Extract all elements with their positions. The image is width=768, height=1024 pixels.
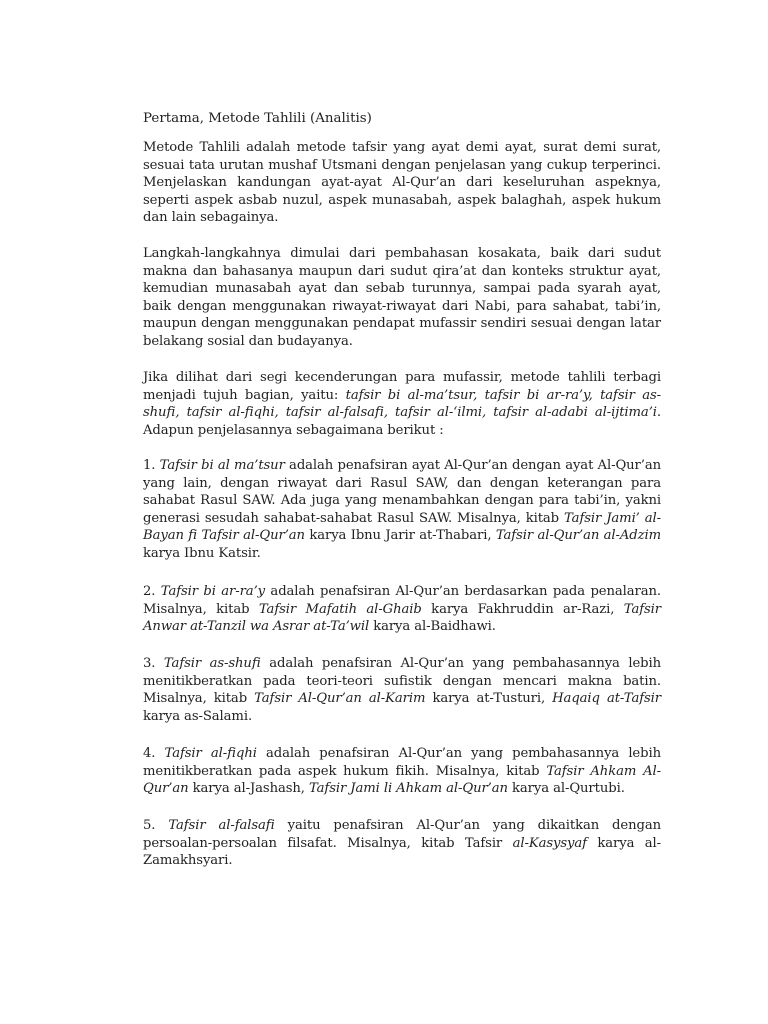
section-heading: Pertama, Metode Tahlili (Analitis) <box>143 111 372 126</box>
item-text: yaitu penafsiran Al-Qur’an yang dikaitkan dengan persoalan-persoalan filsafat. Misalnya, kitab Tafsir <box>143 818 661 851</box>
item-text: karya al-Baidhawi. <box>369 619 496 635</box>
item-text: karya at-Tusturi, <box>425 691 553 707</box>
list-item-number: 5. <box>143 818 169 833</box>
list-item-number: 3. <box>143 656 164 671</box>
item-text: karya al-Qurtubi. <box>507 781 625 797</box>
book-title: Tafsir Anwar at-Tanzil wa Asrar at-Ta’wil <box>143 601 661 635</box>
term-name: Tafsir al-falsafi <box>168 818 275 833</box>
item-text: adalah penafsiran Al-Qur’an yang pembahasannya lebih menitikberatkan pada aspek hukum fikih. Misalnya, kitab <box>143 746 661 779</box>
list-item-number: 2. <box>143 584 161 599</box>
item-text: karya al-Jashash, <box>188 781 309 797</box>
term-name: Tafsir as-shufi <box>163 656 261 671</box>
item-text: adalah penafsiran Al-Qur’an yang pembahasannya lebih menitikberatkan pada teori-teori sufistik dengan mencari makna batin. Misalnya, kitab <box>143 656 661 707</box>
list-item-number: 4. <box>143 746 165 761</box>
item-text: karya Ibnu Katsir. <box>143 545 261 561</box>
book-title: Tafsir Al-Qur’an al-Karim <box>254 691 426 707</box>
list-item-tafsir-shufi <box>143 655 661 725</box>
term-name: Tafsir al-fiqhi <box>164 746 257 761</box>
list-item-tafsir-bil-matsur <box>143 457 661 563</box>
book-title: al-Kasysyaf <box>512 835 587 851</box>
paragraph-classification <box>143 369 661 439</box>
list-item-tafsir-bir-ray <box>143 583 661 636</box>
list-item-tafsir-falsafi <box>143 817 661 870</box>
book-title: Haqaiq at-Tafsir <box>552 691 661 707</box>
term-name: Tafsir bi al ma’tsur <box>159 458 285 473</box>
book-title: Tafsir Jami li Ahkam al-Qur’an <box>308 781 508 797</box>
book-title: Tafsir Mafatih al-Ghaib <box>258 601 422 617</box>
paragraph-steps: Langkah-langkahnya dimulai dari pembahasan kosakata, baik dari sudut makna dan bahasanya maupun dari sudut qira’at dan konteks struktur ayat, kemudian munasabah ayat dan sebab turunnya, sampai pada syarah ayat, baik dengan menggunakan riwayat-riwayat dari Nabi, para sahabat, tabi’in, maupun dengan menggunakan pendapat mufassir sendiri sesuai dengan latar belakang sosial dan budayanya. <box>143 246 661 349</box>
classification-outro: . Adapun penjelasannya sebagaimana berikut : <box>143 405 661 438</box>
paragraph-definition: Metode Tahlili adalah metode tafsir yang ayat demi ayat, surat demi surat, sesuai tata urutan mushaf Utsmani dengan penjelasan yang cukup terperinci. Menjelaskan kandungan ayat-ayat Al-Qur’an dari keseluruhan aspeknya, seperti aspek asbab nuzul, aspek munasabah, aspek balaghah, aspek hukum dan lain sebagainya. <box>143 140 661 226</box>
book-title: Tafsir al-Qur’an al-Adzim <box>495 528 662 544</box>
book-title: Tafsir Jami’ al-Bayan fi Tafsir al-Qur’an <box>143 510 662 544</box>
book-title: Tafsir Ahkam Al-Qur’an <box>143 763 661 797</box>
list-item-number: 1. <box>143 458 160 473</box>
item-text: karya Ibnu Jarir at-Thabari, <box>304 528 496 544</box>
item-text: adalah penafsiran Al-Qur’an berdasarkan pada penalaran. Misalnya, kitab <box>143 584 661 617</box>
classification-intro: Jika dilihat dari segi kecenderungan para mufassir, metode tahlili terbagi menjadi tujuh bagian, yaitu: <box>143 370 661 403</box>
item-text: karya as-Salami. <box>143 708 253 724</box>
classification-list: tafsir bi al-ma’tsur, tafsir bi ar-ra’y, tafsir as-shufi, tafsir al-fiqhi, tafsir al-falsafi, tafsir al-‘ilmi, tafsir al-adabi al-ijtima’i <box>143 387 661 421</box>
item-text: karya Fakhruddin ar-Razi, <box>421 601 624 617</box>
list-item-tafsir-fiqhi <box>143 745 661 798</box>
term-name: Tafsir bi ar-ra’y <box>160 584 266 599</box>
item-text: karya al-Zamakhsyari. <box>143 835 661 869</box>
item-text: adalah penafsiran ayat Al-Qur’an dengan ayat Al-Qur’an yang lain, dengan riwayat dari Rasul SAW, dan dengan keterangan para sahabat Rasul SAW. Ada juga yang menambahkan dengan para tabi’in, yakni generasi sesudah sahabat-sahabat Rasul SAW. Misalnya, kitab <box>143 458 661 526</box>
